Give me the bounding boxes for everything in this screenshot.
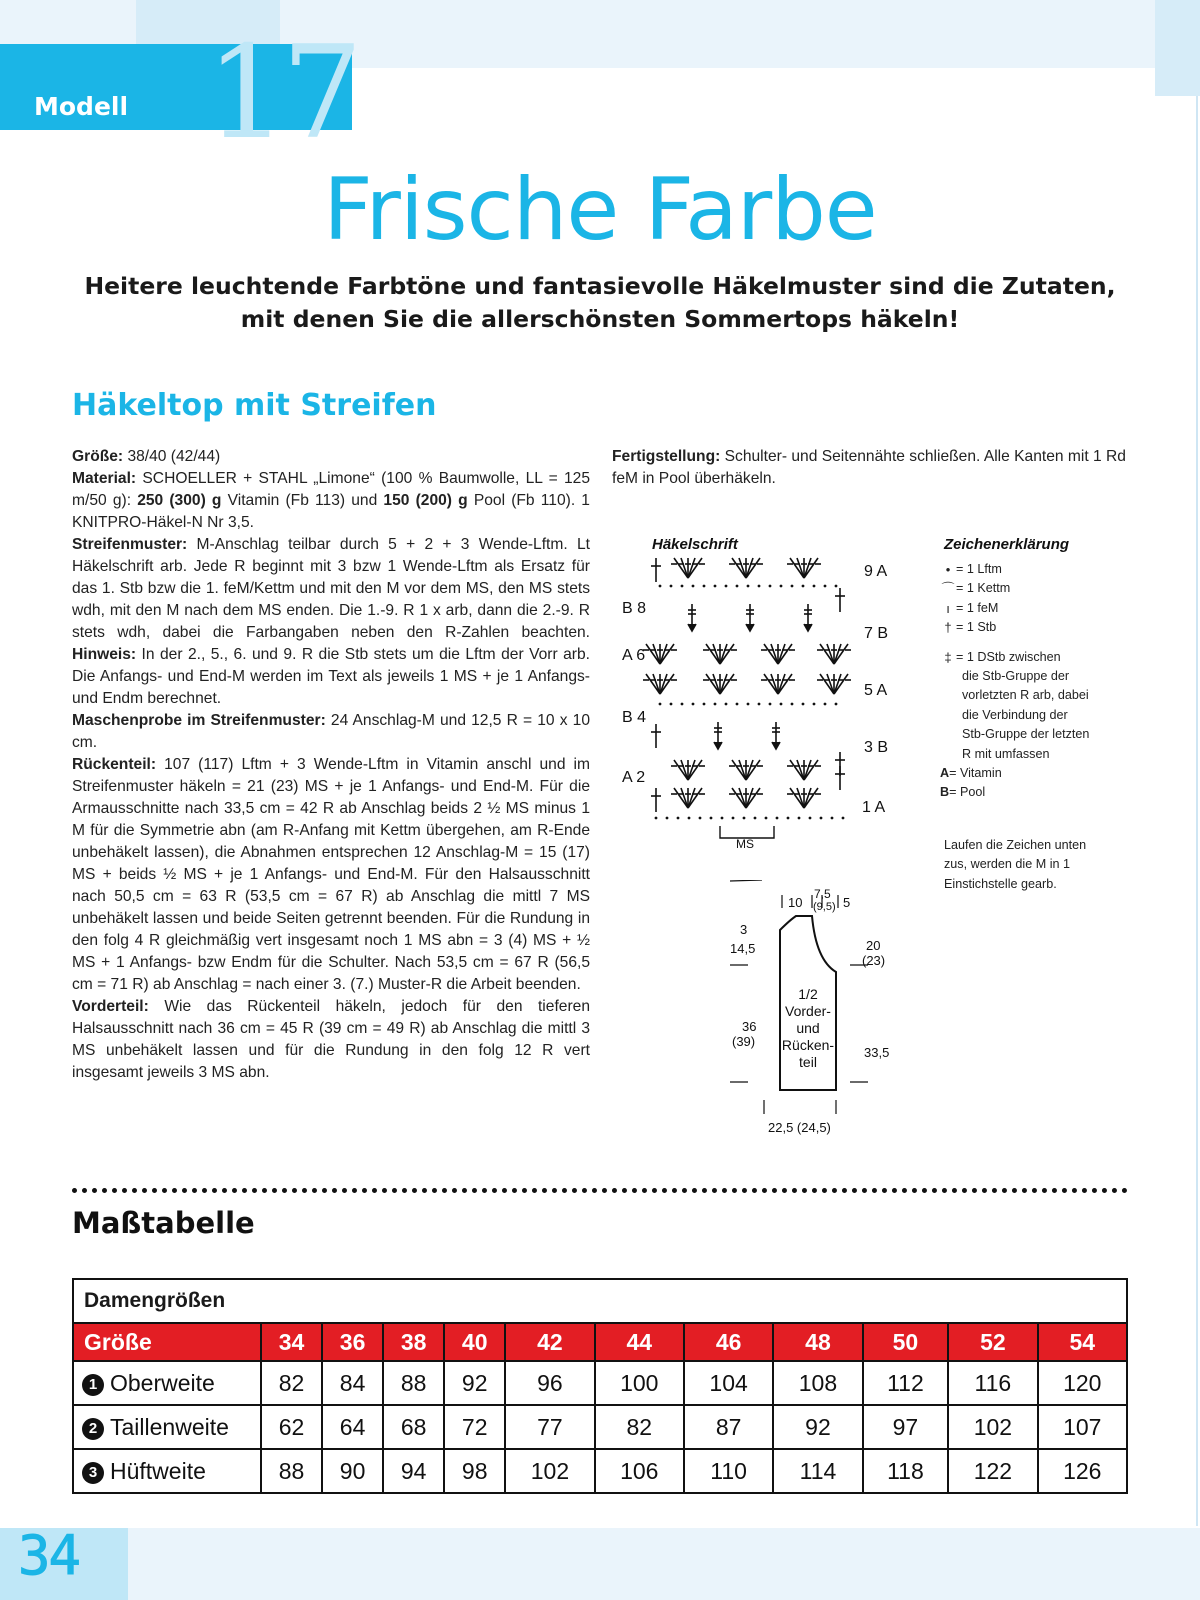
fertig-text: Schulter- und Seitennähte schließen. Alle Kanten mit 1 Rd feM in Pool überhäkeln.	[612, 448, 1126, 487]
size-table-caption-row	[73, 1279, 1127, 1323]
size-header-cell: 46	[684, 1323, 773, 1361]
hinweis-label: Hinweis:	[72, 646, 137, 663]
legend-dstb-line: Stb-Gruppe der letzten	[962, 727, 1090, 742]
probe-label: Maschenprobe im Streifenmuster:	[72, 712, 326, 729]
finishing-paragraph	[612, 446, 1130, 490]
table-cell: 64	[322, 1405, 383, 1449]
ruecken-text: 107 (117) Lftm + 3 Wende-Lftm in Vitamin anschl und im Streifenmuster häkeln = 21 (23) MS + je 1 Anfangs- und End-M. Für die Armausschnitte nach 33,5 cm = 42 R ab Anschlag beids 2 ½ MS minus 1 M für die Symmetrie abn (am R-Anfang mit Kettm übergehen, am R-Ende unbehäkelt lassen), die Abnahmen entsprechen 12 Anschlag-M = 15 (17) MS + beids ½ MS + je 1 Anfangs- und End-M. Für den Halsausschnitt nach 50,5 cm = 63 R (53,5 cm = 67 R) ab Anschlag die mittl 7 MS unbehäkelt lassen und beide Seiten getrennt beenden. Für die Rundung in den folg 4 R gleichmäßig vert insgesamt noch 1 MS abn = 3 (4) MS + ½ MS + 1 Anfangs- bzw Endm für die Schulter. Nach 53,5 cm = 67 R (56,5 cm = 71 R) ab Anschlag = nach einer 3. (7.) Muster-R die Arbeit beenden.	[72, 756, 590, 993]
paragraph-vorderteil	[72, 996, 590, 1084]
table-cell: 82	[595, 1405, 684, 1449]
row-label-9a: 9 A	[864, 563, 888, 580]
table-cell: 88	[383, 1361, 444, 1405]
groesse-label: Größe:	[72, 448, 124, 465]
legend-item-stb	[940, 618, 1140, 637]
legend-note-line: Einstichstelle gearb.	[944, 876, 1057, 891]
table-row	[73, 1405, 1127, 1449]
schematic-label-line: Rücken-	[781, 1037, 835, 1053]
size-header-cell: 54	[1038, 1323, 1127, 1361]
section-title: Häkeltop mit Streifen	[72, 388, 437, 423]
legend-text: = 1 feM	[956, 600, 999, 615]
table-cell: 102	[505, 1449, 594, 1493]
streifen-text: In der 2., 5., 6. und 9. R die Stb stets um die Lftm der Vorr arb. Die Anfangs- und End-M werden im Text als jeweils 1 MS + je 1 Anfangs- und Endm berechnet.	[72, 646, 590, 707]
paragraph-material	[72, 468, 590, 534]
legend-note	[944, 836, 1104, 894]
paragraph-groesse	[72, 446, 590, 468]
schematic-label-line: teil	[799, 1054, 817, 1070]
size-header-cell: 52	[948, 1323, 1037, 1361]
crochet-chart-heading: Häkelschrift	[652, 536, 738, 553]
size-header-cell: 44	[595, 1323, 684, 1361]
dim-bottom: 22,5 (24,5)	[768, 1120, 831, 1135]
table-cell: 112	[863, 1361, 949, 1405]
legend-text: = 1 Lftm	[956, 562, 1002, 576]
material-text: Vitamin (Fb 113) und	[221, 492, 384, 509]
legend-item-lftm	[940, 560, 1140, 579]
legend-heading: Zeichenerklärung	[944, 536, 1070, 553]
schematic-label-line: 1/2	[798, 986, 818, 1002]
legend-item-fem	[940, 599, 1140, 618]
schematic-label-line: Vorder-	[785, 1003, 831, 1019]
double-cross-arrow-icon: ‡	[944, 649, 952, 665]
legend-colour-b-text: = Pool	[949, 785, 986, 800]
legend-text: = 1 DStb zwischen	[956, 649, 1061, 664]
garment-schematic	[730, 880, 930, 1140]
table-cell: 100	[595, 1361, 684, 1405]
row-label-b4: B 4	[622, 709, 647, 726]
top-band-corner	[1155, 0, 1200, 96]
table-cell: 107	[1038, 1405, 1127, 1449]
row-label	[73, 1449, 261, 1493]
row-label-7b: 7 B	[864, 625, 889, 642]
vorder-label: Vorderteil:	[72, 998, 149, 1015]
dim-top-mid: 7,5	[814, 887, 831, 901]
table-cell: 106	[595, 1449, 684, 1493]
modell-number: 17	[206, 19, 357, 168]
table-cell: 126	[1038, 1449, 1127, 1493]
size-header-cell: 40	[444, 1323, 505, 1361]
arc-icon: ⌒	[941, 581, 955, 597]
table-cell: 62	[261, 1405, 322, 1449]
legend-text: = 1 Kettm	[956, 581, 1011, 596]
bottom-band	[0, 1528, 1200, 1600]
row-label-3b: 3 B	[864, 739, 889, 756]
bar-icon: ı	[946, 600, 950, 616]
row-label	[73, 1405, 261, 1449]
size-header-cell: 48	[773, 1323, 862, 1361]
table-cell: 88	[261, 1449, 322, 1493]
table-cell: 90	[322, 1449, 383, 1493]
crochet-chart	[620, 556, 920, 866]
table-cell: 68	[383, 1405, 444, 1449]
table-cell: 92	[773, 1405, 862, 1449]
table-cell: 116	[948, 1361, 1037, 1405]
table-cell: 84	[322, 1361, 383, 1405]
material-label: Material:	[72, 470, 137, 487]
table-cell: 108	[773, 1361, 862, 1405]
row-label-5a: 5 A	[864, 682, 888, 699]
right-edge-rule	[1196, 96, 1198, 1526]
size-header-cell: 42	[505, 1323, 594, 1361]
dim-top-right: 5	[843, 895, 851, 910]
material-text: SCHOELLER + STAHL „Limone“ (100 % Baumwolle, LL = 125 m/50 g):	[72, 470, 590, 509]
size-header-cell: 38	[383, 1323, 444, 1361]
paragraph-rueckenteil	[72, 754, 590, 996]
table-cell: 92	[444, 1361, 505, 1405]
instructions-column	[72, 446, 590, 1084]
dim-left-top: 3	[740, 922, 748, 937]
table-cell: 122	[948, 1449, 1037, 1493]
legend-colour-b-key: B	[940, 785, 950, 800]
table-cell: 96	[505, 1361, 594, 1405]
table-cell: 72	[444, 1405, 505, 1449]
size-header-cell: 36	[322, 1323, 383, 1361]
legend-text: = 1 Stb	[956, 620, 997, 635]
size-table	[72, 1278, 1128, 1494]
table-cell: 98	[444, 1449, 505, 1493]
dim-right-top: 20	[866, 938, 881, 953]
table-cell: 87	[684, 1405, 773, 1449]
size-table-caption: Damengrößen	[73, 1279, 1127, 1323]
row-label	[73, 1361, 261, 1405]
legend-colour-a	[940, 764, 1140, 783]
streifen-text: M-Anschlag teilbar durch 5 + 2 + 3 Wende-Lftm. Lt Häkelschrift arb. Jede R beginnt mit 3 bzw 1 Wende-Lftm als Ersatz für das 1. Stb bzw die 1. feM/Kettm und mit den M vor dem MS, den MS stets wdh, mit den M nach dem MS enden. Die 1.-9. R 1 x arb, dann die 2.-9. R stets wdh, dabei die Farbangaben neben den R-Zahlen beachten.	[72, 536, 590, 641]
legend-dstb-line: die Verbindung der	[962, 707, 1068, 722]
table-cell: 104	[684, 1361, 773, 1405]
row-label-b8: B 8	[622, 600, 647, 617]
row-label-a2: A 2	[622, 769, 646, 786]
legend-note-line: Laufen die Zeichen unten	[944, 838, 1087, 852]
table-cell: 102	[948, 1405, 1037, 1449]
probe-text: 24 Anschlag-M und 12,5 R = 10 x 10 cm.	[72, 712, 590, 751]
legend-colour-a-text: = Vitamin	[949, 766, 1002, 781]
table-cell: 120	[1038, 1361, 1127, 1405]
size-header-cell: 34	[261, 1323, 322, 1361]
material-text: Pool (Fb 110). 1 KNITPRO-Häkel-N Nr 3,5.	[72, 492, 590, 531]
row-label-text: Taillenweite	[110, 1413, 229, 1440]
legend-colour-a-key: A	[940, 766, 950, 781]
table-cell: 94	[383, 1449, 444, 1493]
row-label-1a: 1 A	[862, 799, 886, 816]
dim-left-low: 36	[742, 1019, 757, 1034]
size-table-header-row	[73, 1323, 1127, 1361]
groesse-text: 38/40 (42/44)	[123, 448, 221, 465]
modell-label: Modell	[34, 92, 129, 121]
fertig-label: Fertigstellung:	[612, 448, 721, 465]
number-badge-icon: 2	[82, 1418, 104, 1440]
dim-top-left: 10	[788, 895, 803, 910]
subtitle-line-1: Heitere leuchtende Farbtöne und fantasievolle Häkelmuster sind die Zutaten,	[84, 272, 1116, 300]
row-label-text: Hüftweite	[110, 1457, 206, 1484]
size-table-title: Maßtabelle	[72, 1206, 255, 1240]
page-title	[0, 160, 1200, 260]
legend-colour-b	[940, 783, 1140, 802]
table-cell: 77	[505, 1405, 594, 1449]
size-header-label: Größe	[73, 1323, 261, 1361]
dim-right-low: 33,5	[864, 1045, 890, 1060]
dim-left-low-alt: (39)	[732, 1034, 756, 1049]
table-cell: 118	[863, 1449, 949, 1493]
page-subtitle	[60, 270, 1140, 336]
dot-icon: •	[945, 562, 951, 577]
table-cell: 82	[261, 1361, 322, 1405]
table-row	[73, 1361, 1127, 1405]
schematic-label-line: und	[796, 1020, 820, 1036]
paragraph-streifenmuster	[72, 534, 590, 710]
number-badge-icon: 3	[82, 1462, 104, 1484]
legend-item-dstb	[940, 648, 1140, 667]
legend-item-kettm	[940, 579, 1140, 598]
legend-dstb-line: R mit umfassen	[962, 746, 1050, 761]
paragraph-maschenprobe	[72, 710, 590, 754]
legend-dstb-line: vorletzten R arb, dabei	[962, 688, 1089, 703]
dim-right-top-alt: (23)	[862, 953, 886, 968]
row-label-a6: A 6	[622, 647, 646, 664]
bracket	[730, 880, 762, 881]
legend-note-line: zus, werden die M in 1	[944, 857, 1070, 872]
material-amount-pool: 150 (200) g	[383, 492, 468, 509]
size-header-cell: 50	[863, 1323, 949, 1361]
cross-icon: †	[944, 620, 952, 636]
dim-top-mid-alt: (9,5)	[813, 901, 836, 913]
dim-left-mid: 14,5	[730, 941, 756, 956]
number-badge-icon: 1	[82, 1374, 104, 1396]
vorder-text: Wie das Rückenteil häkeln, jedoch für den tieferen Halsausschnitt nach 36 cm = 45 R (39 cm = 49 R) ab Anschlag die mittl 3 MS unbehäkelt lassen und für die Rundung in den folg 12 R vert insgesamt jeweils 3 MS abn.	[72, 998, 590, 1081]
row-label-text: Oberweite	[110, 1369, 215, 1396]
legend-dstb-line: die Stb-Gruppe der	[962, 669, 1070, 684]
table-cell: 114	[773, 1449, 862, 1493]
dotted-separator	[72, 1188, 1128, 1193]
table-row	[73, 1449, 1127, 1493]
legend	[940, 560, 1140, 803]
subtitle-line-2: mit denen Sie die allerschönsten Sommertops häkeln!	[240, 305, 960, 333]
material-amount-vitamin: 250 (300) g	[137, 492, 222, 509]
table-cell: 110	[684, 1449, 773, 1493]
ruecken-label: Rückenteil:	[72, 756, 157, 773]
repeat-label: MS	[736, 837, 754, 851]
page-title-text: Frische Farbe	[323, 160, 877, 260]
page-number: 34	[18, 1524, 80, 1587]
table-cell: 97	[863, 1405, 949, 1449]
streifen-label: Streifenmuster:	[72, 536, 188, 553]
